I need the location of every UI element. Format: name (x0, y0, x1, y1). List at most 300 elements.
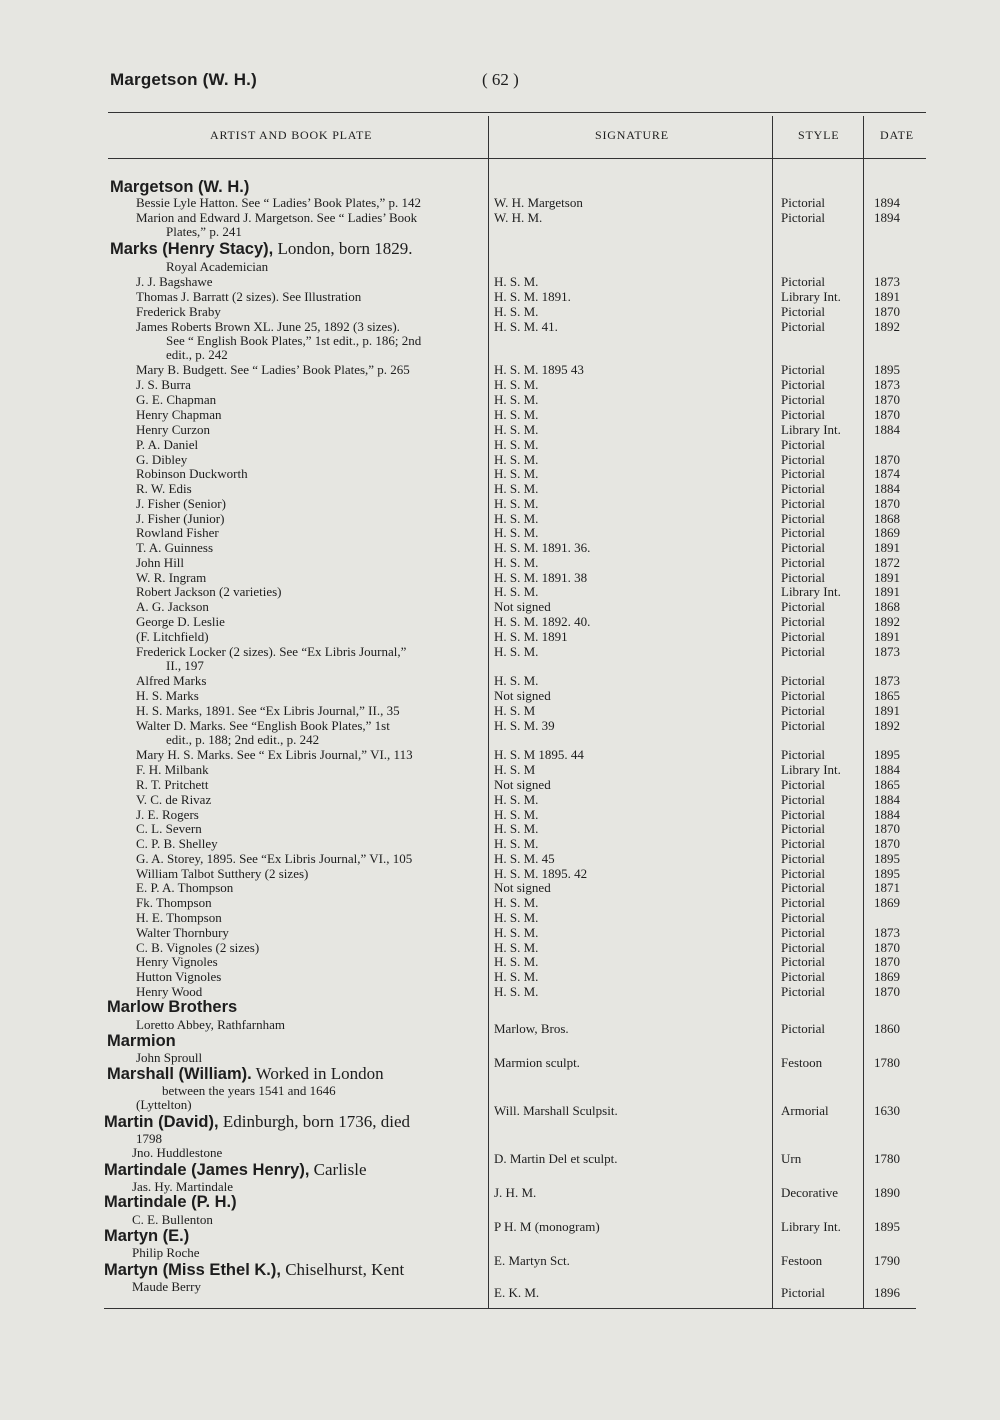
date-cell: 1873 (874, 274, 900, 289)
bookplate-owner (136, 630, 209, 644)
entry-text: Maude Berry (132, 1279, 201, 1294)
date-cell: 1891 (874, 540, 900, 555)
date-cell: 1873 (874, 925, 900, 940)
entry-text: J. Fisher (Senior) (136, 496, 226, 511)
entry-text: Frederick Locker (2 sizes). See “Ex Libris Journal,” (136, 644, 407, 659)
date-cell: 1891 (874, 289, 900, 304)
style-cell: Pictorial (781, 496, 826, 511)
entry-text: J. S. Burra (136, 377, 191, 392)
date-cell: 1894 (874, 195, 900, 210)
style-cell: Pictorial (781, 195, 826, 210)
date-cell: 1868 (874, 599, 900, 614)
style-cell: Pictorial (781, 984, 826, 999)
bookplate-owner (136, 423, 210, 437)
style-cell: Pictorial (781, 614, 826, 629)
entry-text: W. R. Ingram (136, 570, 207, 585)
signature-cell: Not signed (494, 777, 551, 792)
style-cell: Pictorial (781, 969, 826, 984)
date-cell: 1891 (874, 703, 900, 718)
style-cell: Pictorial (781, 481, 826, 496)
entry-text: R. W. Edis (136, 481, 192, 496)
bookplate-owner (136, 290, 361, 304)
entry-text: Fk. Thompson (136, 895, 212, 910)
date-cell: 1870 (874, 821, 900, 836)
date-cell: 1860 (874, 1021, 900, 1036)
entry-text: C. L. Severn (136, 821, 202, 836)
entry-text: E. P. A. Thompson (136, 880, 234, 895)
date-cell: 1871 (874, 880, 900, 895)
bookplate-owner (136, 748, 413, 762)
style-cell: Pictorial (781, 925, 826, 940)
bookplate-owner (166, 334, 421, 348)
style-cell: Pictorial (781, 304, 826, 319)
entry-text: James Roberts Brown XL. June 25, 1892 (3 sizes). (136, 319, 400, 334)
signature-cell: H. S. M. (494, 407, 539, 422)
signature-cell: H. S. M. (494, 496, 539, 511)
entry-text: Marmion (107, 1032, 176, 1050)
entry-text: Hutton Vignoles (136, 969, 222, 984)
entry-text: Henry Chapman (136, 407, 222, 422)
date-cell: 1890 (874, 1185, 900, 1200)
signature-cell: H. S. M. (494, 555, 539, 570)
entry-text: Mary B. Budgett. See “ Ladies’ Book Plates,” p. 265 (136, 362, 410, 377)
artist-heading (104, 1113, 410, 1131)
entry-text: Martin (David), (104, 1113, 219, 1131)
style-cell: Pictorial (781, 377, 826, 392)
date-cell: 1884 (874, 792, 900, 807)
signature-cell: H. S. M. (494, 377, 539, 392)
signature-cell: H. S. M (494, 762, 536, 777)
bookplate-owner (132, 1180, 233, 1194)
signature-cell: H. S. M. (494, 511, 539, 526)
signature-cell: H. S. M. 1895. 42 (494, 866, 588, 881)
style-cell: Pictorial (781, 570, 826, 585)
entry-text: Alfred Marks (136, 673, 207, 688)
artist-heading (107, 998, 237, 1016)
date-cell: 1884 (874, 422, 900, 437)
entry-text: Plates,” p. 241 (166, 224, 242, 239)
bookplate-owner (136, 852, 412, 866)
entry-text: Martyn (Miss Ethel K.), (104, 1261, 281, 1279)
signature-cell: D. Martin Del et sculpt. (494, 1151, 618, 1166)
signature-cell: H. S. M. (494, 984, 539, 999)
date-cell: 1884 (874, 807, 900, 822)
style-cell: Pictorial (781, 392, 826, 407)
artist-heading (107, 1032, 176, 1050)
bookplate-owner (136, 955, 218, 969)
bookplate-owner (136, 305, 221, 319)
entry-text: Henry Vignoles (136, 954, 218, 969)
entry-text: Marion and Edward J. Margetson. See “ Ladies’ Book (136, 210, 418, 225)
bookplate-owner (136, 926, 229, 940)
bookplate-owner (166, 733, 319, 747)
date-cell: 1869 (874, 895, 900, 910)
signature-cell: H. S. M. (494, 466, 539, 481)
bookplate-owner (136, 497, 226, 511)
date-cell: 1884 (874, 762, 900, 777)
date-cell: 1869 (874, 525, 900, 540)
date-cell: 1873 (874, 644, 900, 659)
signature-cell: H. S. M. 45 (494, 851, 555, 866)
top-rule (108, 112, 926, 113)
style-cell: Pictorial (781, 807, 826, 822)
date-cell: 1870 (874, 940, 900, 955)
bookplate-owner (136, 689, 199, 703)
entry-text: J. Fisher (Junior) (136, 511, 225, 526)
style-cell: Pictorial (781, 540, 826, 555)
entry-text: Marlow Brothers (107, 998, 238, 1016)
signature-cell: H. S. M. (494, 481, 539, 496)
entry-text: Philip Roche (132, 1245, 200, 1260)
style-cell: Pictorial (781, 688, 826, 703)
date-cell: 1790 (874, 1253, 900, 1268)
entry-text: Jas. Hy. Martindale (132, 1179, 233, 1194)
signature-cell: H. S. M. 39 (494, 718, 555, 733)
bookplate-owner (136, 763, 209, 777)
signature-cell: H. S. M. (494, 673, 539, 688)
signature-cell: H. S. M. (494, 969, 539, 984)
signature-cell: H. S. M. (494, 452, 539, 467)
bookplate-owner (136, 778, 208, 792)
date-cell: 1870 (874, 954, 900, 969)
bookplate-owner (162, 1084, 336, 1098)
entry-text: G. Dibley (136, 452, 188, 467)
signature-cell: H. S. M. 1891. 36. (494, 540, 591, 555)
bookplate-owner (166, 260, 268, 274)
signature-cell: H. S. M. 1891. 38 (494, 570, 588, 585)
entry-text: Martyn (E.) (104, 1227, 190, 1245)
date-cell: 1895 (874, 1219, 900, 1234)
artist-note: Edinburgh, born 1736, died (218, 1112, 410, 1131)
signature-cell: P H. M (monogram) (494, 1219, 600, 1234)
entry-text: Walter Thornbury (136, 925, 229, 940)
bookplate-owner (136, 556, 184, 570)
entry-text: V. C. de Rivaz (136, 792, 212, 807)
column-divider-style (772, 116, 773, 1308)
page-number: ( 62 ) (482, 70, 519, 89)
style-cell: Pictorial (781, 210, 826, 225)
bookplate-owner (166, 659, 204, 673)
style-cell: Pictorial (781, 407, 826, 422)
bookplate-owner (136, 482, 192, 496)
signature-cell: H. S. M. (494, 525, 539, 540)
bookplate-owner (136, 196, 421, 210)
date-cell: 1870 (874, 452, 900, 467)
signature-cell: Marlow, Bros. (494, 1021, 569, 1036)
bookplate-owner (136, 526, 219, 540)
signature-cell: H. S. M. 41. (494, 319, 558, 334)
bookplate-owner (132, 1246, 200, 1260)
date-cell: 1630 (874, 1103, 900, 1118)
bookplate-owner (136, 867, 308, 881)
date-cell: 1865 (874, 688, 900, 703)
bookplate-owner (136, 970, 221, 984)
bookplate-owner (136, 393, 216, 407)
entry-text: G. A. Storey, 1895. See “Ex Libris Journal,” VI., 105 (136, 851, 413, 866)
signature-cell: W. H. Margetson (494, 195, 583, 210)
column-header-style: STYLE (798, 128, 840, 142)
bookplate-owner (136, 1132, 162, 1146)
style-cell: Urn (781, 1151, 802, 1166)
style-cell: Pictorial (781, 274, 826, 289)
signature-cell: Not signed (494, 599, 551, 614)
entry-text: J. J. Bagshawe (136, 274, 213, 289)
entry-text: Henry Curzon (136, 422, 211, 437)
signature-cell: H. S. M. 1891 (494, 629, 568, 644)
style-cell: Pictorial (781, 703, 826, 718)
bookplate-owner (136, 453, 187, 467)
artist-note: Carlisle (309, 1160, 367, 1179)
entry-text: G. E. Chapman (136, 392, 217, 407)
style-cell: Pictorial (781, 821, 826, 836)
bookplate-owner (136, 793, 211, 807)
artist-heading (104, 1193, 237, 1211)
entry-text: A. G. Jackson (136, 599, 209, 614)
entry-text: (F. Litchfield) (136, 629, 209, 644)
bookplate-owner (136, 674, 206, 688)
date-cell: 1892 (874, 614, 900, 629)
signature-cell: H. S. M. 1892. 40. (494, 614, 591, 629)
bookplate-owner (136, 275, 213, 289)
artist-note: London, born 1829. (273, 239, 413, 258)
signature-cell: H. S. M. 1895 43 (494, 362, 584, 377)
entry-text: John Hill (136, 555, 185, 570)
date-cell: 1873 (874, 377, 900, 392)
style-cell: Pictorial (781, 866, 826, 881)
date-cell: 1869 (874, 969, 900, 984)
entry-text: Henry Wood (136, 984, 203, 999)
style-cell: Pictorial (781, 718, 826, 733)
signature-cell: H. S. M. (494, 954, 539, 969)
entry-text: Walter D. Marks. See “English Book Plates,” 1st (136, 718, 390, 733)
signature-cell: H. S. M (494, 703, 536, 718)
entry-text: John Sproull (136, 1050, 203, 1065)
style-cell: Library Int. (781, 584, 841, 599)
entry-text: H. S. Marks, 1891. See “Ex Libris Journal,” II., 35 (136, 703, 400, 718)
bookplate-owner (136, 896, 212, 910)
style-cell: Pictorial (781, 644, 826, 659)
entry-text: Thomas J. Barratt (2 sizes). See Illustration (136, 289, 362, 304)
signature-cell: H. S. M. (494, 807, 539, 822)
bookplate-owner (136, 837, 218, 851)
signature-cell: H. S. M. (494, 836, 539, 851)
date-cell: 1780 (874, 1151, 900, 1166)
column-divider-signature (488, 116, 489, 1308)
date-cell: 1884 (874, 481, 900, 496)
entry-text: C. P. B. Shelley (136, 836, 218, 851)
style-cell: Pictorial (781, 673, 826, 688)
entry-text: between the years 1541 and 1646 (162, 1083, 336, 1098)
date-cell: 1895 (874, 362, 900, 377)
date-cell: 1870 (874, 407, 900, 422)
bottom-rule (104, 1308, 916, 1309)
bookplate-owner (136, 585, 281, 599)
entry-text: Bessie Lyle Hatton. See “ Ladies’ Book Plates,” p. 142 (136, 195, 421, 210)
running-title: Margetson (W. H.) (110, 70, 257, 89)
entry-text: Jno. Huddlestone (132, 1145, 223, 1160)
artist-heading (110, 240, 413, 258)
signature-cell: Not signed (494, 688, 551, 703)
bookplate-owner (136, 615, 225, 629)
date-cell: 1891 (874, 570, 900, 585)
signature-cell: H. S. M. (494, 910, 539, 925)
style-cell: Festoon (781, 1055, 823, 1070)
date-cell: 1870 (874, 984, 900, 999)
bookplate-owner (136, 211, 417, 225)
bookplate-owner (136, 645, 406, 659)
bookplate-owner (136, 438, 198, 452)
style-cell: Library Int. (781, 422, 841, 437)
signature-cell: E. Martyn Sct. (494, 1253, 570, 1268)
bookplate-owner (136, 571, 206, 585)
date-cell: 1892 (874, 718, 900, 733)
entry-text: Mary H. S. Marks. See “ Ex Libris Journal,” VI., 113 (136, 747, 413, 762)
artist-note: Chiselhurst, Kent (280, 1260, 405, 1279)
style-cell: Armorial (781, 1103, 829, 1118)
signature-cell: Marmion sculpt. (494, 1055, 580, 1070)
style-cell: Pictorial (781, 452, 826, 467)
signature-cell: E. K. M. (494, 1285, 540, 1300)
entry-text: C. E. Bullenton (132, 1212, 213, 1227)
bookplate-owner (136, 719, 390, 733)
bookplate-owner (166, 225, 242, 239)
style-cell: Festoon (781, 1253, 823, 1268)
date-cell: 1865 (874, 777, 900, 792)
entry-text: George D. Leslie (136, 614, 225, 629)
signature-cell: H. S. M. (494, 895, 539, 910)
style-cell: Pictorial (781, 747, 826, 762)
bookplate-owner (132, 1213, 213, 1227)
style-cell: Pictorial (781, 895, 826, 910)
entry-text: Frederick Braby (136, 304, 221, 319)
style-cell: Pictorial (781, 777, 826, 792)
date-cell: 1870 (874, 496, 900, 511)
bookplate-owner (136, 704, 400, 718)
bookplate-owner (136, 363, 410, 377)
style-cell: Pictorial (781, 599, 826, 614)
style-cell: Pictorial (781, 629, 826, 644)
entry-text: T. A. Guinness (136, 540, 214, 555)
date-cell: 1894 (874, 210, 900, 225)
style-cell: Pictorial (781, 555, 826, 570)
date-cell: 1870 (874, 304, 900, 319)
style-cell: Pictorial (781, 954, 826, 969)
style-cell: Pictorial (781, 437, 826, 452)
entry-text: F. H. Milbank (136, 762, 209, 777)
entry-text: William Talbot Sutthery (2 sizes) (136, 866, 309, 881)
signature-cell: H. S. M. (494, 392, 539, 407)
signature-cell: H. S. M. (494, 304, 539, 319)
date-cell: 1895 (874, 866, 900, 881)
header-rule (108, 158, 926, 159)
entry-text: Marks (Henry Stacy), (110, 240, 274, 258)
entry-text: Marshall (William). (107, 1065, 252, 1083)
bookplate-owner (136, 1098, 192, 1112)
entry-text: Martindale (James Henry), (104, 1161, 310, 1179)
artist-heading (104, 1261, 404, 1279)
entry-text: edit., p. 188; 2nd edit., p. 242 (166, 732, 320, 747)
signature-cell: Not signed (494, 880, 551, 895)
date-cell: 1868 (874, 511, 900, 526)
signature-cell: H. S. M. (494, 437, 539, 452)
date-cell: 1895 (874, 747, 900, 762)
artist-note: Worked in London (251, 1064, 384, 1083)
date-cell: 1780 (874, 1055, 900, 1070)
date-cell: 1892 (874, 319, 900, 334)
artist-heading (104, 1161, 367, 1179)
entry-text: 1798 (136, 1131, 162, 1146)
bookplate-owner (136, 320, 400, 334)
entry-text: Robert Jackson (2 varieties) (136, 584, 282, 599)
date-cell: 1891 (874, 629, 900, 644)
bookplate-owner (166, 348, 228, 362)
signature-cell: Will. Marshall Sculpsit. (494, 1103, 618, 1118)
bookplate-owner (136, 541, 213, 555)
date-cell: 1895 (874, 851, 900, 866)
signature-cell: H. S. M. (494, 925, 539, 940)
entry-text: Martindale (P. H.) (104, 1193, 237, 1211)
bookplate-owner (132, 1280, 201, 1294)
bookplate-owner (132, 1146, 222, 1160)
entry-text: See “ English Book Plates,” 1st edit., p. 186; 2nd (166, 333, 422, 348)
signature-cell: H. S. M 1895. 44 (494, 747, 584, 762)
date-cell: 1891 (874, 584, 900, 599)
bookplate-owner (136, 378, 191, 392)
signature-cell: J. H. M. (494, 1185, 537, 1200)
style-cell: Pictorial (781, 836, 826, 851)
style-cell: Pictorial (781, 792, 826, 807)
entry-text: J. E. Rogers (136, 807, 199, 822)
bookplate-owner (136, 1018, 285, 1032)
column-divider-date (863, 116, 864, 1308)
date-cell: 1870 (874, 392, 900, 407)
bookplate-owner (136, 881, 233, 895)
entry-text: Margetson (W. H.) (110, 178, 250, 196)
bookplate-owner (136, 467, 248, 481)
signature-cell: H. S. M. (494, 940, 539, 955)
signature-cell: H. S. M. (494, 792, 539, 807)
bookplate-owner (136, 1051, 202, 1065)
entry-text: P. A. Daniel (136, 437, 199, 452)
column-header-date: DATE (880, 128, 914, 142)
date-cell: 1874 (874, 466, 900, 481)
style-cell: Pictorial (781, 1021, 826, 1036)
entry-text: Royal Academician (166, 259, 269, 274)
column-header-signature: SIGNATURE (595, 128, 669, 142)
date-cell: 1870 (874, 836, 900, 851)
bookplate-owner (136, 911, 222, 925)
bookplate-owner (136, 822, 202, 836)
date-cell: 1872 (874, 555, 900, 570)
entry-text: edit., p. 242 (166, 347, 228, 362)
entry-text: Rowland Fisher (136, 525, 219, 540)
entry-text: (Lyttelton) (136, 1097, 192, 1112)
style-cell: Library Int. (781, 289, 841, 304)
date-cell: 1896 (874, 1285, 900, 1300)
style-cell: Library Int. (781, 1219, 841, 1234)
bookplate-owner (136, 808, 199, 822)
style-cell: Decorative (781, 1185, 839, 1200)
entry-text: R. T. Pritchett (136, 777, 209, 792)
style-cell: Pictorial (781, 362, 826, 377)
style-cell: Pictorial (781, 851, 826, 866)
entry-text: C. B. Vignoles (2 sizes) (136, 940, 260, 955)
signature-cell: H. S. M. (494, 274, 539, 289)
style-cell: Pictorial (781, 880, 826, 895)
entry-text: H. E. Thompson (136, 910, 222, 925)
bookplate-owner (136, 941, 259, 955)
signature-cell: H. S. M. (494, 821, 539, 836)
